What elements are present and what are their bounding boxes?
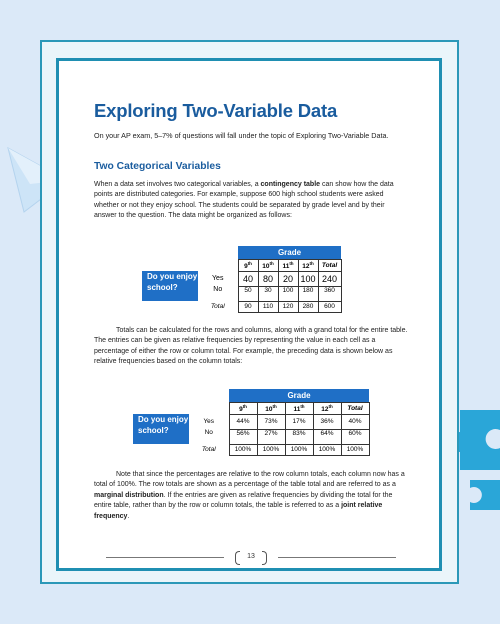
page-title: Exploring Two-Variable Data [94,100,338,121]
table-cell: 120 [278,301,298,313]
table-cell: 100% [229,444,257,456]
question-label: Do you enjoy school? [133,414,189,444]
page-number: 13 [235,551,267,563]
table-cell: 83% [285,429,313,444]
para1-before: When a data set involves two categorical variables, a [94,181,261,188]
row-label-no: No [204,429,213,436]
row-label-total: Total [201,446,216,454]
intro-text: On your AP exam, 5–7% of questions will fall under the topic of Exploring Two-Variable Data. [94,131,389,140]
table-cell-total: 40% [341,414,369,429]
contingency-table-percentages [133,389,370,456]
page-footer [106,551,396,563]
col-header-12th: 12th [313,403,341,415]
col-header-9th: 9th [238,260,258,272]
term-marginal-distribution: marginal distribution [94,491,164,499]
table-cell: 110 [258,301,278,313]
term-joint-relative-frequency: joint relative frequency [94,502,383,520]
table-cell-total: 360 [318,286,341,301]
col-header-total: Total [318,260,341,272]
col-header-9th: 9th [229,403,257,415]
table-cell: 73% [257,414,285,429]
paragraph-contingency [94,180,409,222]
row-label-total: Total [210,303,225,311]
col-header-10th: 10th [258,260,278,272]
table-cell: 180 [298,286,318,301]
col-header-10th: 10th [257,403,285,415]
para1-after: can show how the data points are distributed categories. For example, suppose 600 high school students were asked whether or not they enjoy school. The students could be separated by grade level and by their answer to the question. The data might be organized as follows: [94,181,394,220]
paragraph-relative-frequencies: Totals can be calculated for the rows and columns, along with a grand total for the entire table. The entries can be given as relative frequencies by representing the value in each cell as a percentage of either the row or column total. For example, the preceding data is shown below as relative frequencies based on the column totals: [94,327,408,366]
footer-rule-right [278,557,396,558]
row-label-no: No [213,286,223,293]
table-cell: 27% [257,429,285,444]
table-cell: 100% [313,444,341,456]
col-header-11th: 11th [278,260,298,272]
table-cell: 280 [298,301,318,313]
para3-mid: . If the entries are given as relative frequencies by dividing the total for the entire table, rather than by the row or column totals, the table is referred to as a [94,491,393,510]
table-cell: 64% [313,429,341,444]
para3-end: . [127,512,130,520]
question-label: Do you enjoy school? [142,271,198,301]
table-cell: 17% [285,414,313,429]
col-header-11th: 11th [285,403,313,415]
paragraph-block-3 [94,470,409,522]
paragraph-marginal-distribution [94,470,409,522]
paragraph-block-2 [94,326,409,368]
table-cell: 100% [285,444,313,456]
table-cell: 100 [298,271,318,286]
table-cell-total: 240 [318,271,341,286]
document-page [94,100,409,222]
row-label-yes: Yes [203,418,215,425]
term-contingency-table: contingency table [260,181,321,188]
table-cell: 100% [257,444,285,456]
table-cell: 36% [313,414,341,429]
table-cell: 30 [258,286,278,301]
table-cell: 20 [278,271,298,286]
para3-before: Note that since the percentages are relative to the row column totals, each column now has a total of 100%. The row totals are shown as a percentage of the table total and are referred to as a [94,471,405,489]
row-label-yes: Yes [212,275,224,282]
table-cell-total: 100% [341,444,369,456]
grade-header: Grade [229,389,369,403]
footer-rule-left [106,557,224,558]
table-cell-total: 60% [341,429,369,444]
table-cell: 50 [238,286,258,301]
table-cell: 56% [229,429,257,444]
table-cell: 44% [229,414,257,429]
col-header-12th: 12th [298,260,318,272]
contingency-table-counts [142,246,342,313]
table-cell: 80 [258,271,278,286]
section-heading: Two Categorical Variables [94,161,221,172]
table-cell-total: 600 [318,301,341,313]
table-cell: 40 [238,271,258,286]
table-cell: 90 [238,301,258,313]
grade-header: Grade [238,246,341,260]
table-cell: 100 [278,286,298,301]
col-header-total: Total [341,403,369,415]
